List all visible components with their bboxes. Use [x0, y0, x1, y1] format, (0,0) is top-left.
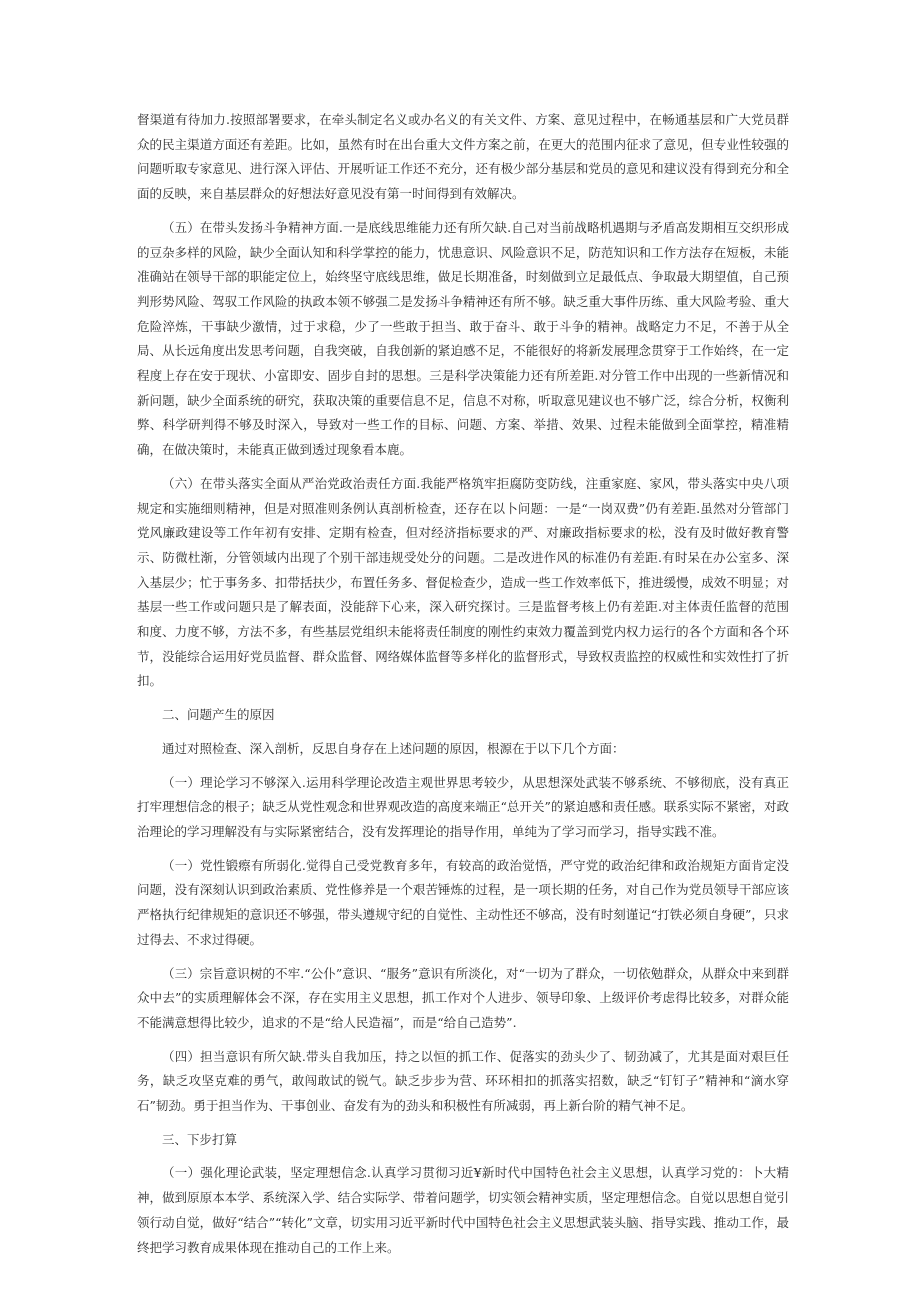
- paragraph-continuation: 督渠道有待加力.按照部署要求，在牵头制定名义或办名义的有关文件、方案、意见过程中，在畅通基层和广大党员群众的民主渠道方面还有差距。比如，虽然有时在出台重大文件方案之前，在更大的范围内征求了意见，但专业性较强的问题听取专家意见、进行深入评估、开展听证工作还不充分，还有极少部分基层和党员的意见和建议没有得到充分和全面的反映，来自基层群众的好想法好意见没有第一时间得到有效解决。: [137, 112, 789, 202]
- paragraph-causes-intro: 通过对照检查、深入剖析，反思自身存在上述问题的原因，根源在于以下几个方面：: [162, 740, 625, 756]
- heading-next-steps: 三、下步打算: [162, 1131, 238, 1147]
- document-page: [137, 108, 789, 1269]
- paragraph-cause-2: （一）党性锻瘵有所弱化.觉得自己受党教育多年，有较高的政治觉悟，严守党的政治纪律和政治规矩方面肯定没问题，没有深刻认识到政治素质、党性修养是一个艰苦锤炼的过程，是一项长期的任务，对自己作为党员领导干部应该严格执行纪律规矩的意识还不够强，带头遵规守纪的自觉性、主动性还不够高，没有时刻谨记“打铁必须自身硬”，只求过得去、不求过得硬。: [137, 857, 789, 947]
- paragraph-section-6: （六）在带头落实全面从严治党政治责任方面.我能严格筑牢拒腐防变防线，注重家庭、家风，带头落实中央八项规定和实施细则精神，但是对照准则条例认真剖析检查，还存在以卜问题：一是“一岗双费”仍有差距.虽然对分管部门党风廉政建设等工作年初有安排、定期有检查，但对经济指标要求的严、对廉政指标要求的松，没有及时做好教育警示、防微杜渐，分管领域内出现了个别干部违规受处分的问题。二是改进作风的标准仍有差距.有时呆在办公室多、深入基层少；忙于事务多、扣带括扶少，布置任务多、督促检查少，造成一些工作效率低下，推进缓慢，成效不明显；对基层一些工作或问题只是了解表面，没能辞下心来，深入研究探讨。三是监督考核上仍有差距.对主体责任监督的范围和度、力度不够，方法不多，有些基层党组织未能将责任制度的刚性约束效力覆盖到党内权力运行的各个方面和各个环节，没能综合运用好党员监督、群众监督、网络媒体监督等多样化的监督形式，导致权责监控的权威性和实效性打了折扣。: [137, 475, 789, 689]
- paragraph-cause-1: （一）理论学习不够深入.运用科学理论改造主观世界思考较少，从思想深处武装不够系统、不够彻底，没有真正打牢理想信念的根子；缺乏从党性观念和世界观改造的高度来端正“总开关”的紧迫感和责任感。联系实际不紧密，对政治理论的学习理解没有与实际紧密结合，没有发挥理论的指导作用，单纯为了学习而学习，指导实践不准。: [137, 774, 789, 839]
- paragraph-next-step-1: （一）强化理论武装，坚定理想信念.认真学习贯彻习近¥新时代中国特色社会主义思想，认真学习党的：卜大精神，做到原原本本学、系统深入学、结合实际学、带着问题学，切实领会精神实质，坚定理想信念。自觉以思想自觉引领行动自觉，做好“结合”“转化”文章，切实用习近平新时代中国特色社会主义思想武装头脑、指导实践、推动工作，最终把学习教育成果体现在推动自己的工作上来。: [137, 1165, 789, 1255]
- paragraph-cause-4: （四）担当意识有所欠缺.带头自我加压，持之以恒的抓工作、促落实的劲头少了、韧劲减了，尤其是面对艰巨任务，缺乏攻坚克难的勇气，敢闯敢试的锐气。缺乏步步为营、环环相扣的抓落实招数，缺乏“钉钉子”精神和“滴水穿石”韧劲。勇于担当作为、干事创业、奋发有为的劲头和积极性有所减弱，再上新台阶的精气神不足。: [137, 1048, 789, 1114]
- heading-causes: 二、问题产生的原因: [162, 707, 275, 723]
- paragraph-cause-3: （三）宗旨意识树的不牢.“公仆”意识、“服务”意识有所淡化，对“一切为了群众，一切依勉群众，从群众中来到群众中去”的实质理解体会不深，存在实用主义思想，抓工作对个人进步、领导印象、上级评价考虑得比较多，对群众能不能满意想得比较少，追求的不是“给人民造福”，而是“给自己造势”.: [137, 965, 789, 1030]
- paragraph-section-5: （五）在带头发扬斗争精神方面.一是底线思维能力还有所欠缺.自己对当前战略机遇期与矛盾高发期相互交织形成的豆杂多样的风险，缺少全面认知和科学掌控的能力，忧患意识、风险意识不足，防范知识和工作方法存在短板，未能准确站在领导干部的职能定位上，始终坚守底线思维，做足长期准备，时刻做到立足最低点、争取最大期望值，自己预判形势风险、驾驭工作风险的执政本领不够强二是发扬斗争精神还有所不够。缺乏重大事件历练、重大风险考验、重大危险淬炼，干事缺少激情，过于求稳，少了一些敢于担当、敢于奋斗、敢于斗争的精神。战略定力不足，不善于从全局、从长远角度出发思考问题，自我突破，自我创新的紧迫感不足，不能很好的将新发展理念贯穿于工作始终，在一定程度上存在安于现状、小富即安、固步自封的思想。三是科学决策能力还有所差距.对分管工作中出现的一些新情况和新问题，缺少全面系统的研究，获取决策的重要信息不足，信息不对称，听取意见建议也不够广泛，综合分析，权衡利弊、科学研判得不够及时深入，导致对一些工作的目标、问题、方案、举措、效果、过程未能做到全面掌控，精准精确，在做决策时，未能真正做到透过现象看本鹿。: [137, 219, 789, 458]
